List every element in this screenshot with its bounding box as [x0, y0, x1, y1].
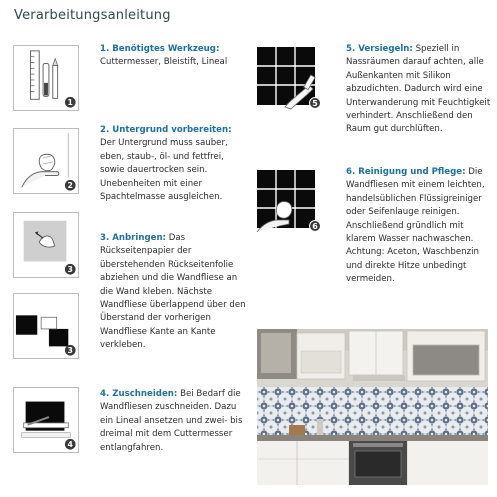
step-3-badge: 3: [67, 265, 73, 275]
step-4-badge: 4: [67, 440, 73, 450]
step-2-heading: 2. Untergrund vorbereiten:: [100, 125, 232, 135]
step-5-body: Speziell in Nassräumen darauf achten, alle Außenkanten mit Silikon abzudichten. Dadurch wird eine Unterwanderung mit Feuchtigkeit verhindert. Anschließend den Raum gut durchlüften.: [346, 44, 491, 135]
step-6-cleaning-icon: [255, 168, 321, 234]
step-2-body: Der Untergrund muss sauber, eben, staub-, öl- und fettfrei, sowie dauertrocken sein. Unebenheiten mit einer Spachtelmasse ausgleichen.: [100, 138, 228, 203]
step-5-seal-icon: [255, 45, 321, 111]
step-3-text: [100, 232, 250, 353]
step-5-heading: 5. Versiegeln:: [346, 44, 413, 54]
step-1-text: [100, 43, 250, 70]
step-5-text: [346, 43, 491, 137]
step-4-cut-icon: [13, 387, 79, 453]
step-3-heading: 3. Anbringen:: [100, 233, 166, 243]
step-1-tools-icon: [13, 45, 79, 111]
step-2-cleaning-icon: [13, 128, 79, 194]
step-5-badge: 5: [312, 99, 318, 108]
step-3-overlap-icon: [13, 293, 79, 359]
step-6-body: Die Wandfliesen mit einem leichten, handelsüblichen Flüssigreiniger oder Seifenlauge reinigen. Anschließend gründlich mit klarem Wasser nachwaschen. Achtung: Aceton, Waschbenzin und direkte Hitze unbedingt vermeiden.: [346, 167, 485, 285]
step-1-heading: 1. Benötigtes Werkzeug:: [100, 44, 220, 54]
step-3-peel-icon: [13, 212, 79, 278]
step-3b-badge: 3: [67, 346, 73, 356]
step-2-badge: 2: [67, 181, 73, 191]
step-6-text: [346, 166, 491, 287]
step-1-badge: 1: [67, 98, 73, 108]
step-2-text: [100, 124, 250, 204]
step-3-body: Das Rückseitenpapier der überstehenden Rückseitenfolie abziehen und die Wandfliese an die Wand kleben. Nächste Wandfliese überlappend über den Überstand der vorherigen Wandfliese Kante an Kante verkleben.: [100, 233, 246, 351]
step-4-body: Bei Bedarf die Wandfliesen zuschneiden. Dazu ein Lineal ansetzen und zwei- bis dreimal mit dem Cuttermesser entlangfahren.: [100, 389, 243, 453]
step-1-body: Cuttermesser, Bleistift, Lineal: [100, 57, 228, 68]
step-4-heading: 4. Zuschneiden:: [100, 389, 178, 399]
step-6-heading: 6. Reinigung und Pflege:: [346, 167, 466, 177]
step-4-text: [100, 388, 250, 455]
step-6-badge: 6: [312, 222, 318, 231]
page-title: Verarbeitungsanleitung: [14, 8, 171, 23]
kitchen-photo: [257, 329, 488, 485]
